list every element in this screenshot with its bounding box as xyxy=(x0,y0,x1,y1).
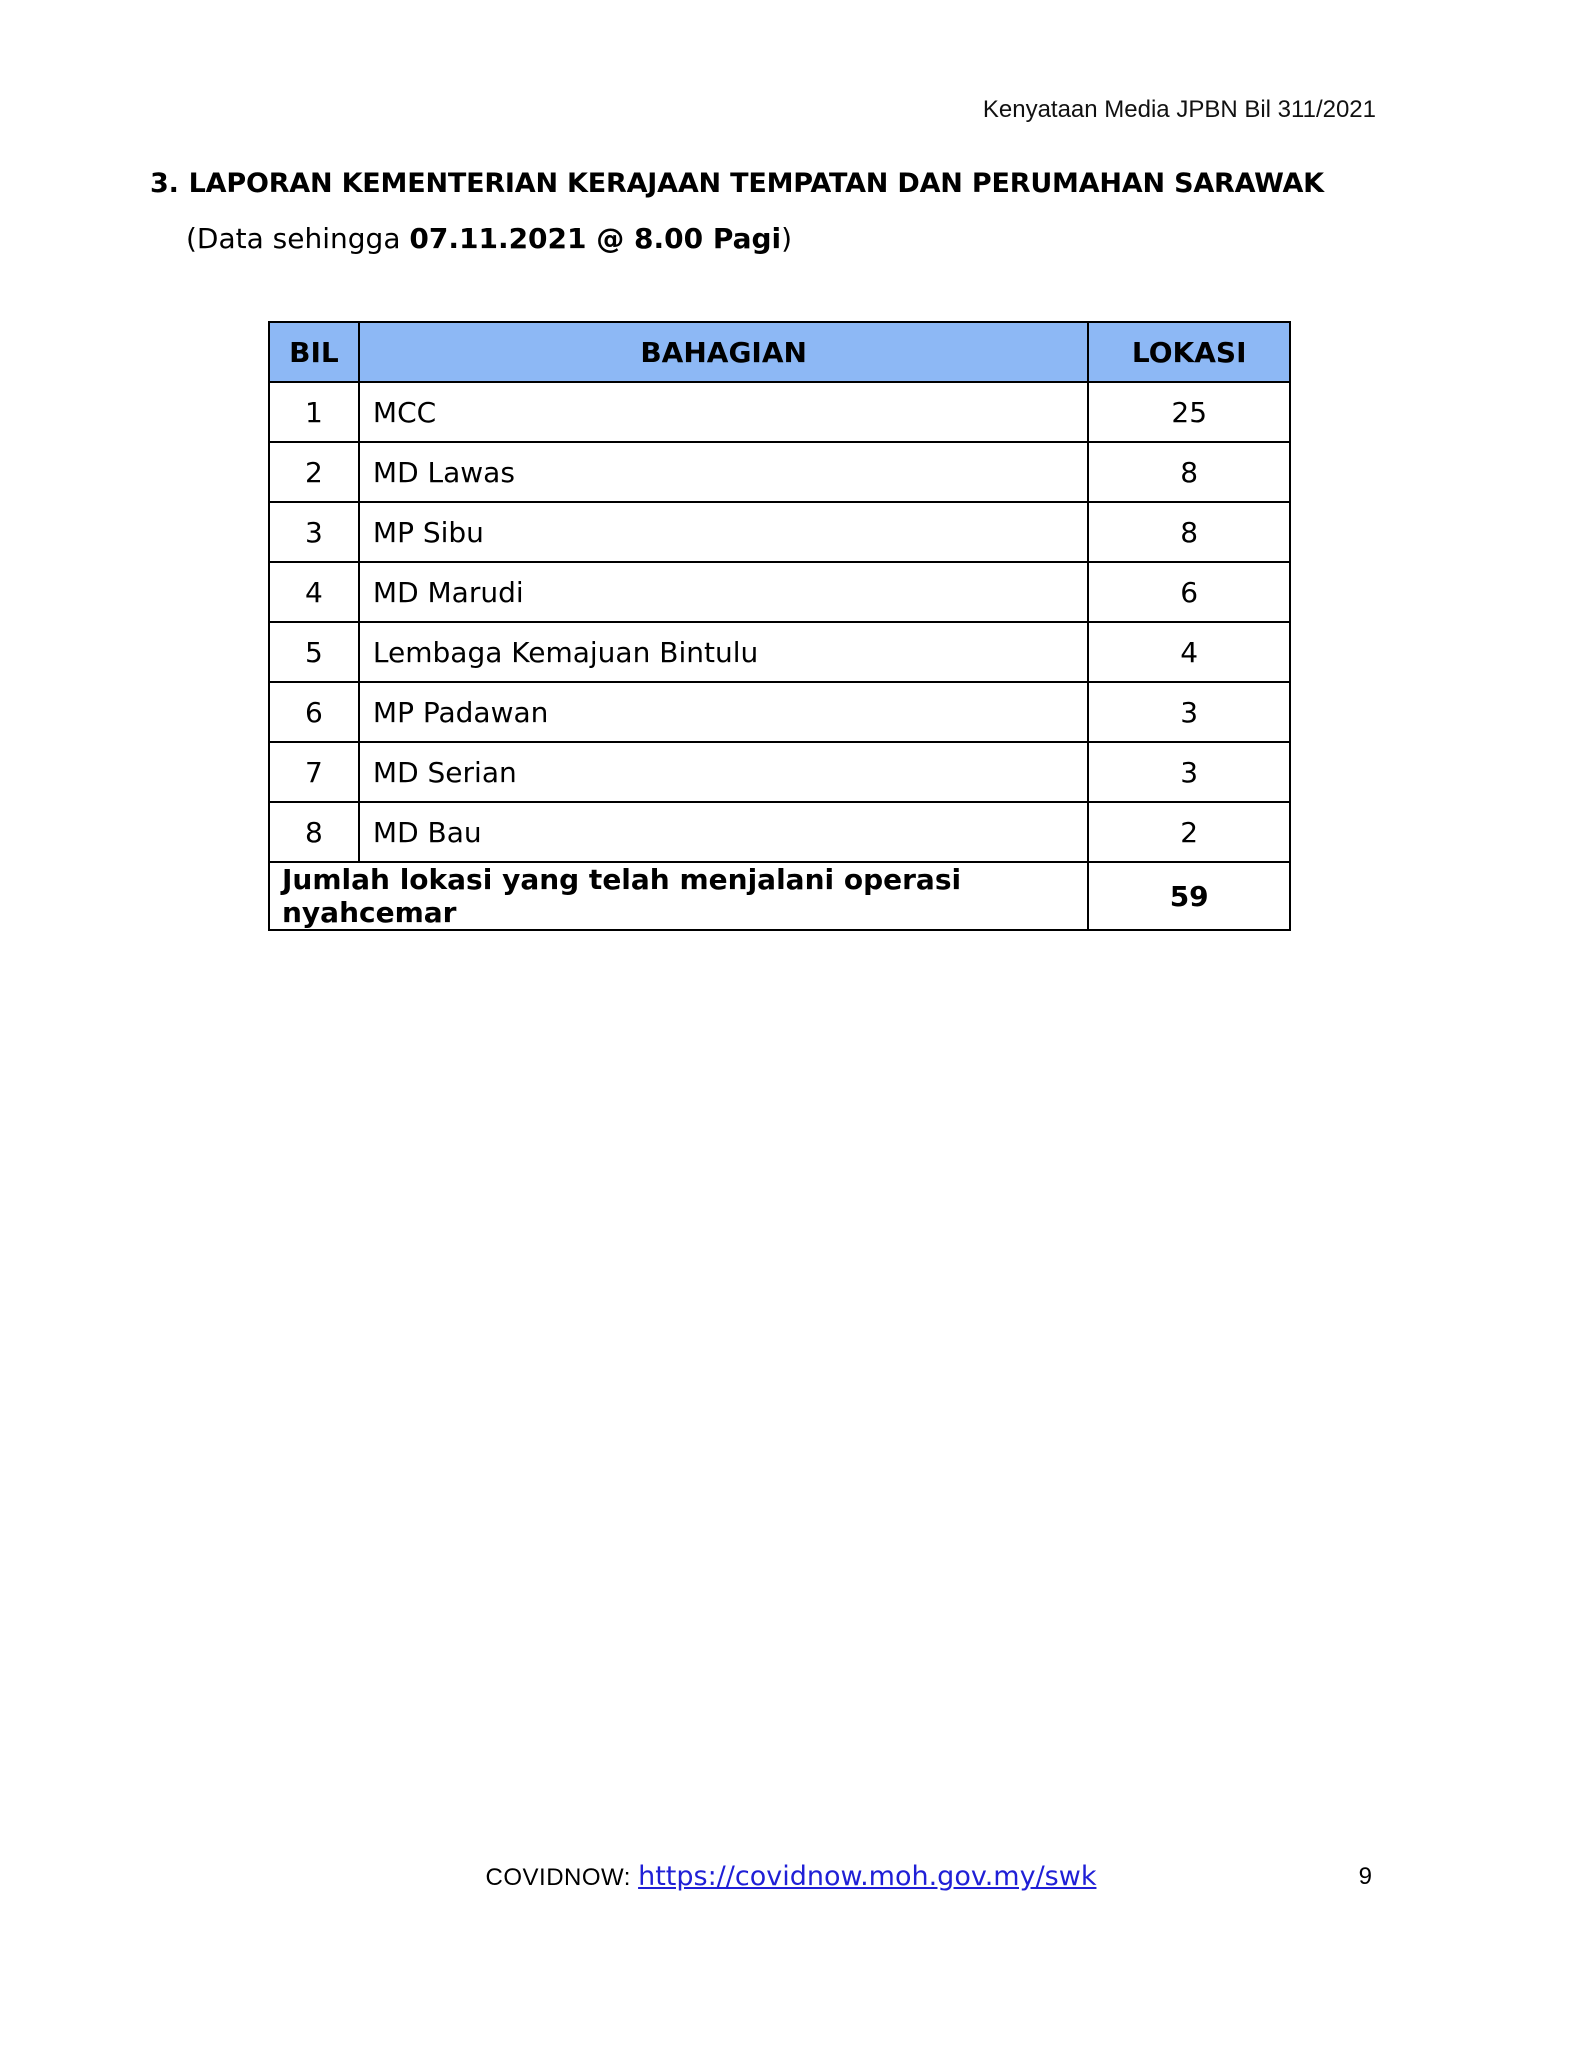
cell-bil: 6 xyxy=(269,682,359,742)
cell-bil: 3 xyxy=(269,502,359,562)
table-row xyxy=(269,802,1290,862)
cell-lokasi: 3 xyxy=(1088,742,1290,802)
table-row xyxy=(269,682,1290,742)
table-row xyxy=(269,742,1290,802)
covidnow-link[interactable]: https://covidnow.moh.gov.my/swk xyxy=(638,1861,1097,1892)
table-row xyxy=(269,442,1290,502)
cell-bahagian: MD Marudi xyxy=(359,562,1088,622)
cell-bahagian: MP Padawan xyxy=(359,682,1088,742)
section-heading: LAPORAN KEMENTERIAN KERAJAAN TEMPATAN DAN PERUMAHAN SARAWAK xyxy=(188,168,1324,199)
cell-lokasi: 4 xyxy=(1088,622,1290,682)
table-row xyxy=(269,502,1290,562)
cell-bahagian: MCC xyxy=(359,382,1088,442)
total-label: Jumlah lokasi yang telah menjalani operasi nyahcemar xyxy=(269,862,1088,930)
subtitle-date: 07.11.2021 @ 8.00 Pagi xyxy=(409,222,782,255)
table-row xyxy=(269,382,1290,442)
cell-bahagian: Lembaga Kemajuan Bintulu xyxy=(359,622,1088,682)
page-number: 9 xyxy=(1358,1863,1372,1890)
location-report-table xyxy=(268,321,1291,931)
document-reference: Kenyataan Media JPBN Bil 311/2021 xyxy=(982,96,1376,123)
header-lokasi: LOKASI xyxy=(1088,322,1290,382)
cell-bil: 1 xyxy=(269,382,359,442)
table-total-row xyxy=(269,862,1290,930)
section-number: 3. xyxy=(150,168,179,199)
header-bil: BIL xyxy=(269,322,359,382)
section-title xyxy=(150,168,1324,199)
cell-bil: 8 xyxy=(269,802,359,862)
cell-bahagian: MD Bau xyxy=(359,802,1088,862)
page-footer xyxy=(0,1861,1582,1892)
cell-lokasi: 2 xyxy=(1088,802,1290,862)
subtitle-suffix: ) xyxy=(781,222,793,255)
cell-bil: 4 xyxy=(269,562,359,622)
data-date-note xyxy=(186,222,792,255)
footer-label: COVIDNOW: xyxy=(485,1864,639,1891)
cell-bil: 2 xyxy=(269,442,359,502)
cell-lokasi: 8 xyxy=(1088,502,1290,562)
subtitle-prefix: (Data sehingga xyxy=(186,222,410,255)
table-row xyxy=(269,562,1290,622)
table-header-row xyxy=(269,322,1290,382)
cell-lokasi: 6 xyxy=(1088,562,1290,622)
cell-bil: 5 xyxy=(269,622,359,682)
cell-bahagian: MD Lawas xyxy=(359,442,1088,502)
cell-lokasi: 8 xyxy=(1088,442,1290,502)
header-bahagian: BAHAGIAN xyxy=(359,322,1088,382)
total-value: 59 xyxy=(1088,862,1290,930)
cell-bahagian: MP Sibu xyxy=(359,502,1088,562)
cell-bil: 7 xyxy=(269,742,359,802)
cell-lokasi: 3 xyxy=(1088,682,1290,742)
cell-lokasi: 25 xyxy=(1088,382,1290,442)
cell-bahagian: MD Serian xyxy=(359,742,1088,802)
table-row xyxy=(269,622,1290,682)
